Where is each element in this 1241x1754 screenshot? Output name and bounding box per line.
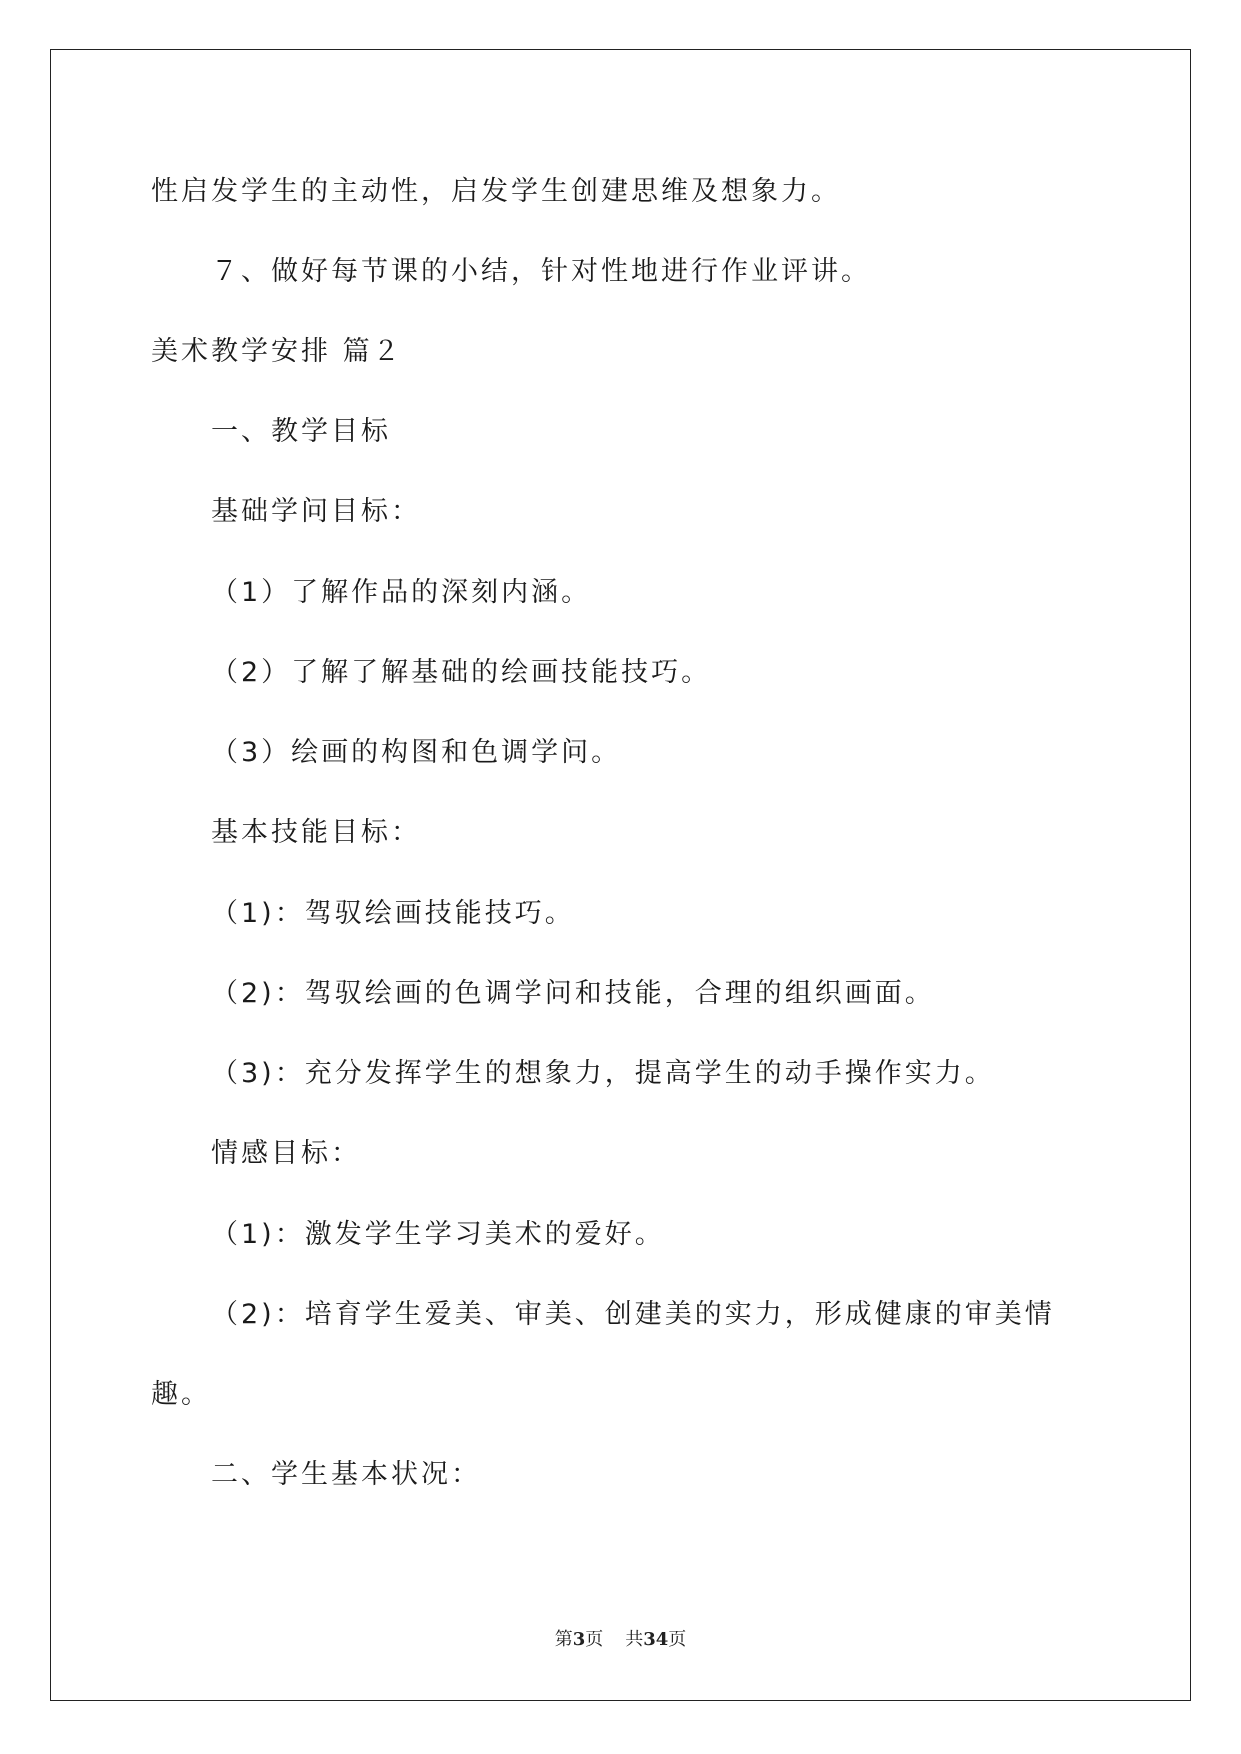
list-item: （2）了解了解基础的绘画技能技巧。: [211, 657, 712, 688]
total-pages: 34: [643, 1629, 669, 1650]
page-footer: [0, 1625, 1241, 1651]
paragraph-line: ７、做好每节课的小结，针对性地进行作业评讲。: [211, 256, 871, 287]
paragraph-line: 性启发学生的主动性，启发学生创建思维及想象力。: [151, 176, 841, 207]
list-item: （3)：充分发挥学生的想象力，提高学生的动手操作实力。: [211, 1058, 995, 1089]
page-prefix: 第: [554, 1629, 573, 1650]
section-heading: 美术教学安排 篇２: [151, 336, 403, 367]
paragraph-line: 趣。: [151, 1379, 211, 1410]
list-item: （1)：激发学生学习美术的爱好。: [211, 1219, 665, 1250]
total-prefix: 共: [625, 1629, 644, 1650]
page-suffix: 页: [585, 1629, 604, 1650]
subheading: 二、学生基本状况：: [211, 1459, 481, 1490]
total-suffix: 页: [668, 1629, 687, 1650]
paragraph-line: 基本技能目标：: [211, 817, 421, 848]
list-item: （2)：培育学生爱美、审美、创建美的实力，形成健康的审美情: [211, 1299, 1055, 1330]
paragraph-line: 基础学问目标：: [211, 496, 421, 527]
list-item: （1）了解作品的深刻内涵。: [211, 577, 592, 608]
page-border: [50, 49, 1191, 1701]
list-item: （1)：驾驭绘画技能技巧。: [211, 898, 575, 929]
page-number: 3: [572, 1629, 586, 1650]
list-item: （2)：驾驭绘画的色调学问和技能，合理的组织画面。: [211, 978, 935, 1009]
subheading: 一、教学目标: [211, 416, 391, 447]
list-item: （3）绘画的构图和色调学问。: [211, 737, 622, 768]
paragraph-line: 情感目标：: [211, 1138, 361, 1169]
